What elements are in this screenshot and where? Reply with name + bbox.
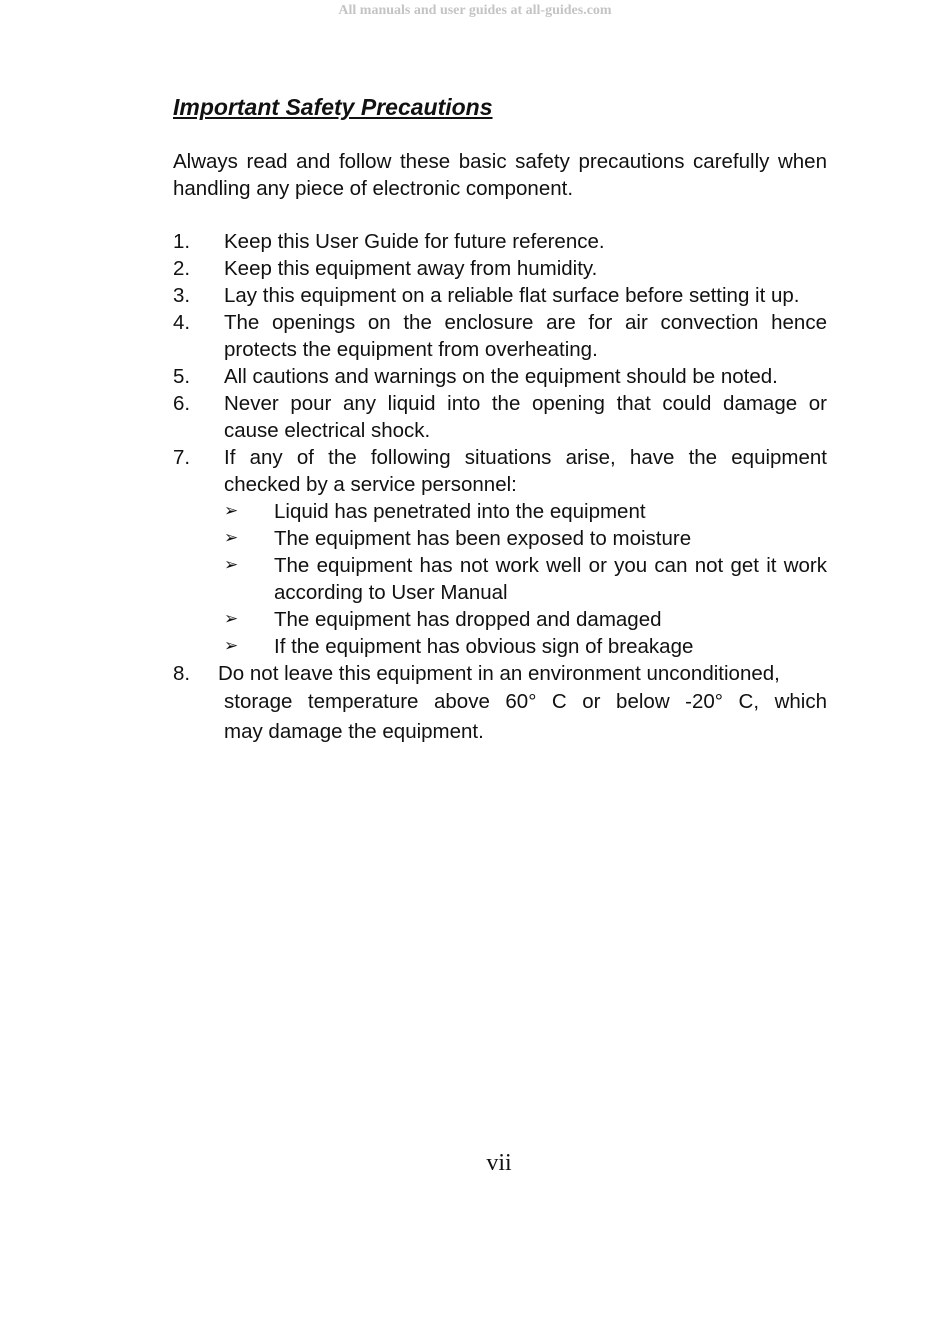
precautions-list bbox=[173, 228, 827, 747]
list-item-text-continued: storage temperature above 60° C or below -20° C, which bbox=[224, 690, 827, 713]
intro-paragraph: Always read and follow these basic safety precautions carefully when handling any piece of electronic component. bbox=[173, 150, 827, 200]
list-item-number: 3. bbox=[173, 284, 191, 307]
list-item-text: All cautions and warnings on the equipment should be noted. bbox=[224, 365, 778, 388]
list-item bbox=[173, 309, 827, 363]
list-item-text-continued: may damage the equipment. bbox=[224, 720, 484, 743]
list-item-number: 7. bbox=[173, 446, 191, 469]
list-item-number: 6. bbox=[173, 392, 191, 415]
list-item bbox=[173, 255, 827, 282]
sub-list-item-text: The equipment has dropped and damaged bbox=[274, 608, 662, 631]
arrow-bullet-icon: ➢ bbox=[224, 501, 239, 521]
sub-list-item-text: Liquid has penetrated into the equipment bbox=[274, 500, 646, 523]
list-item-text: Keep this User Guide for future reference. bbox=[224, 230, 605, 253]
list-item-number: 4. bbox=[173, 311, 191, 334]
watermark-text: All manuals and user guides at all-guides.com bbox=[338, 3, 612, 18]
list-item-number: 2. bbox=[173, 257, 191, 280]
list-item-text: The openings on the enclosure are for air convection hence protects the equipment from overheating. bbox=[224, 311, 827, 361]
arrow-bullet-icon: ➢ bbox=[224, 609, 239, 629]
sub-list-item-text: The equipment has been exposed to moisture bbox=[274, 527, 692, 550]
list-item bbox=[173, 282, 827, 309]
list-item bbox=[173, 390, 827, 444]
page-title: Important Safety Precautions bbox=[173, 94, 493, 120]
list-item bbox=[173, 444, 827, 660]
sub-list-item bbox=[224, 552, 827, 606]
sub-list-item-text: The equipment has not work well or you can not get it work according to User Manual bbox=[274, 554, 827, 604]
list-item-body bbox=[224, 444, 827, 660]
sub-list-item bbox=[224, 633, 827, 660]
arrow-bullet-icon: ➢ bbox=[224, 555, 239, 575]
list-item-text: If any of the following situations arise, have the equipment checked by a service personnel: bbox=[224, 446, 827, 496]
sub-list-item bbox=[224, 525, 827, 552]
list-item-number: 8. bbox=[173, 662, 191, 685]
list-item bbox=[173, 363, 827, 390]
list-item-text: Keep this equipment away from humidity. bbox=[224, 257, 598, 280]
arrow-bullet-icon: ➢ bbox=[224, 636, 239, 656]
list-item bbox=[173, 228, 827, 255]
arrow-bullet-icon: ➢ bbox=[224, 528, 239, 548]
sub-list-item-text: If the equipment has obvious sign of breakage bbox=[274, 635, 694, 658]
list-item-text: Never pour any liquid into the opening that could damage or cause electrical shock. bbox=[224, 392, 827, 442]
list-item-number: 5. bbox=[173, 365, 191, 388]
page-number: vii bbox=[486, 1150, 512, 1176]
sub-list-item bbox=[224, 606, 827, 633]
list-item-text: Lay this equipment on a reliable flat surface before setting it up. bbox=[224, 284, 800, 307]
list-item-text: Do not leave this equipment in an environment unconditioned, bbox=[218, 662, 780, 685]
list-item bbox=[173, 660, 827, 687]
sub-list-item bbox=[224, 498, 827, 525]
list-item-number: 1. bbox=[173, 230, 191, 253]
document-body bbox=[173, 92, 827, 747]
